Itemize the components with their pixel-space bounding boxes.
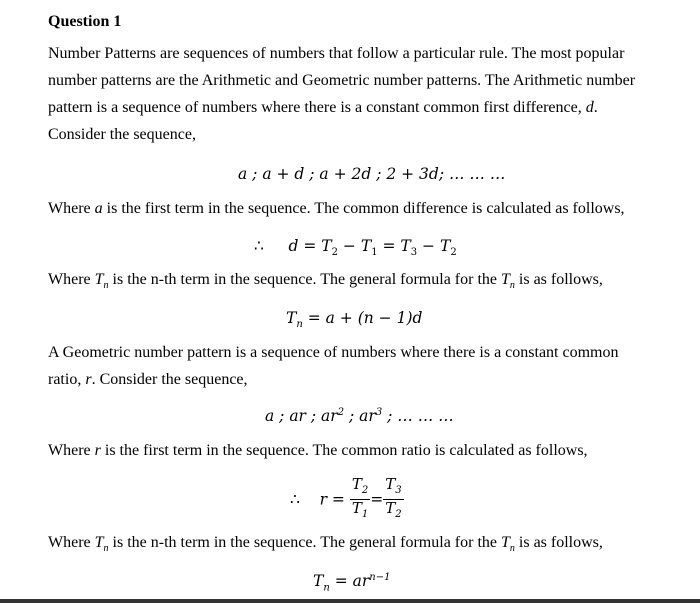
question-heading: Question 1 <box>48 13 122 30</box>
nth-term-paragraph-arithmetic: Where $T_n$ is the n-th term in the sequence. The general formula for the $T_n$ is as follows, <box>48 271 603 292</box>
geometric-line-1: A Geometric number pattern is a sequence of numbers where there is a constant common <box>48 344 619 361</box>
arithmetic-sequence-equation: a ; a + d ; a + 2d ; 2 + 3d; … … … <box>238 165 506 183</box>
common-ratio-paragraph: Where r is the first term in the sequence. The common ratio is calculated as follows, <box>48 442 588 459</box>
geometric-general-formula: $T_n = ar^{n-1}$ <box>313 572 391 594</box>
intro-line-3: pattern is a sequence of numbers where there is a constant common first difference, d. <box>48 99 598 116</box>
geometric-sequence-equation: a ; ar ; $ar^2$ ; $ar^3$ ; … … … <box>265 407 454 426</box>
ratio-fraction-1: $\frac{T_2}{T_1}$ <box>351 475 369 520</box>
ratio-fraction-2: $\frac{T_3}{T_2}$ <box>385 475 402 520</box>
bottom-border <box>0 599 700 603</box>
common-difference-equation: ∴ $d = T_2 - T_1 = T_3 - T_2$ <box>254 237 457 259</box>
geometric-intro-paragraph <box>48 339 678 393</box>
nth-term-paragraph-geometric: Where $T_n$ is the n-th term in the sequence. The general formula for the $T_n$ is as follows, <box>48 534 603 555</box>
intro-line-4: Consider the sequence, <box>48 126 196 143</box>
intro-line-2: number patterns are the Arithmetic and Geometric number patterns. The Arithmetic number <box>48 72 636 89</box>
first-term-paragraph: Where a is the first term in the sequence. The common difference is calculated as follows, <box>48 200 625 217</box>
intro-paragraph <box>48 40 678 148</box>
geometric-line-2: ratio, r. Consider the sequence, <box>48 371 248 388</box>
arithmetic-general-formula: $T_n = a + (n - 1)d$ <box>286 309 423 331</box>
intro-line-1: Number Patterns are sequences of numbers that follow a particular rule. The most popular <box>48 45 625 62</box>
common-ratio-equation: ∴ r = $\frac{T_2}{T_1}$ = $\frac{T_3}{T_2}$ <box>290 476 404 523</box>
